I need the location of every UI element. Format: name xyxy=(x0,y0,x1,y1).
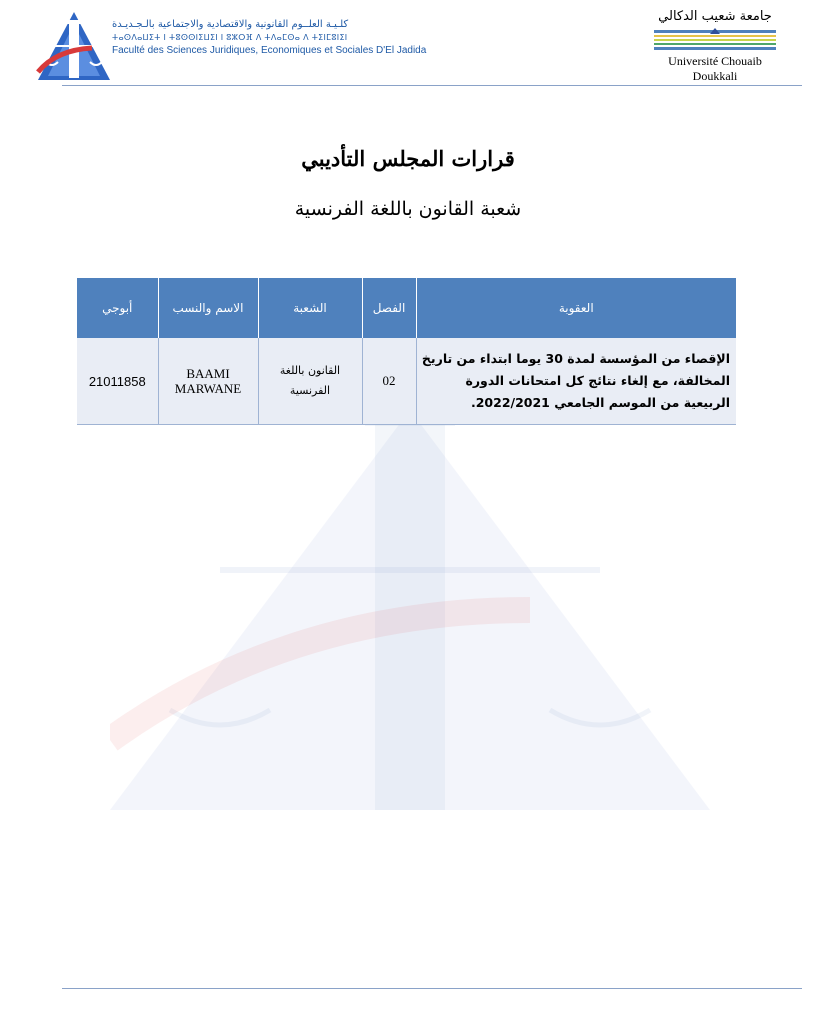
cell-name: BAAMI MARWANE xyxy=(158,338,258,425)
document-subtitle: شعبة القانون باللغة الفرنسية xyxy=(294,198,522,220)
table-header-row xyxy=(77,278,736,338)
university-name-arabic: جامعة شعيب الدكالي xyxy=(658,9,772,24)
header-class: الفصل xyxy=(362,278,416,338)
cell-penalty: الإقصاء من المؤسسة لمدة 30 يوما ابتداء من تاريخ المخالفة، مع إلغاء نتائج كل امتحانات الدورة الربيعية من الموسم الجامعي 2022/2021. xyxy=(416,338,736,425)
cell-branch: القانون باللغة الفرنسية xyxy=(258,338,362,425)
footer-divider xyxy=(62,988,802,989)
header-divider xyxy=(62,85,802,86)
faculty-logo xyxy=(36,10,112,82)
watermark-emblem xyxy=(110,410,710,810)
faculty-name-block xyxy=(112,18,427,57)
faculty-name-arabic: كلـيـة العلــوم القانونية والاقتصادية والاجتماعية بالـجـديـدة xyxy=(112,19,349,30)
header-apogee: أبوجي xyxy=(77,278,158,338)
cell-apogee: 21011858 xyxy=(77,338,158,425)
decisions-table xyxy=(77,278,736,425)
university-block xyxy=(650,8,780,84)
table-row xyxy=(77,338,736,425)
cell-class: 02 xyxy=(362,338,416,425)
page-header xyxy=(0,0,816,90)
header-penalty: العقوبة xyxy=(416,278,736,338)
faculty-name-french: Faculté des Sciences Juridiques, Economiques et Sociales D'El Jadida xyxy=(112,45,427,56)
document-title: قرارات المجلس التأديبي xyxy=(301,146,515,171)
faculty-name-tifinagh: ⵜⴰⵙⴷⴰⵡⵉⵜ ⵏ ⵜⵓⵙⵙⵏⵉⵡⵉⵏ ⵏ ⵓⵣⵔⴼ ⴷ ⵜⴷⴰⵎⵙⴰ ⴷ ⵜⵉⵏⵎⵓⵏⵉⵏ xyxy=(112,33,348,42)
header-branch: الشعبة xyxy=(258,278,362,338)
header-name: الاسم والنسب xyxy=(158,278,258,338)
university-logo xyxy=(654,28,776,54)
university-name-french: Université Chouaib Doukkali xyxy=(668,54,762,83)
